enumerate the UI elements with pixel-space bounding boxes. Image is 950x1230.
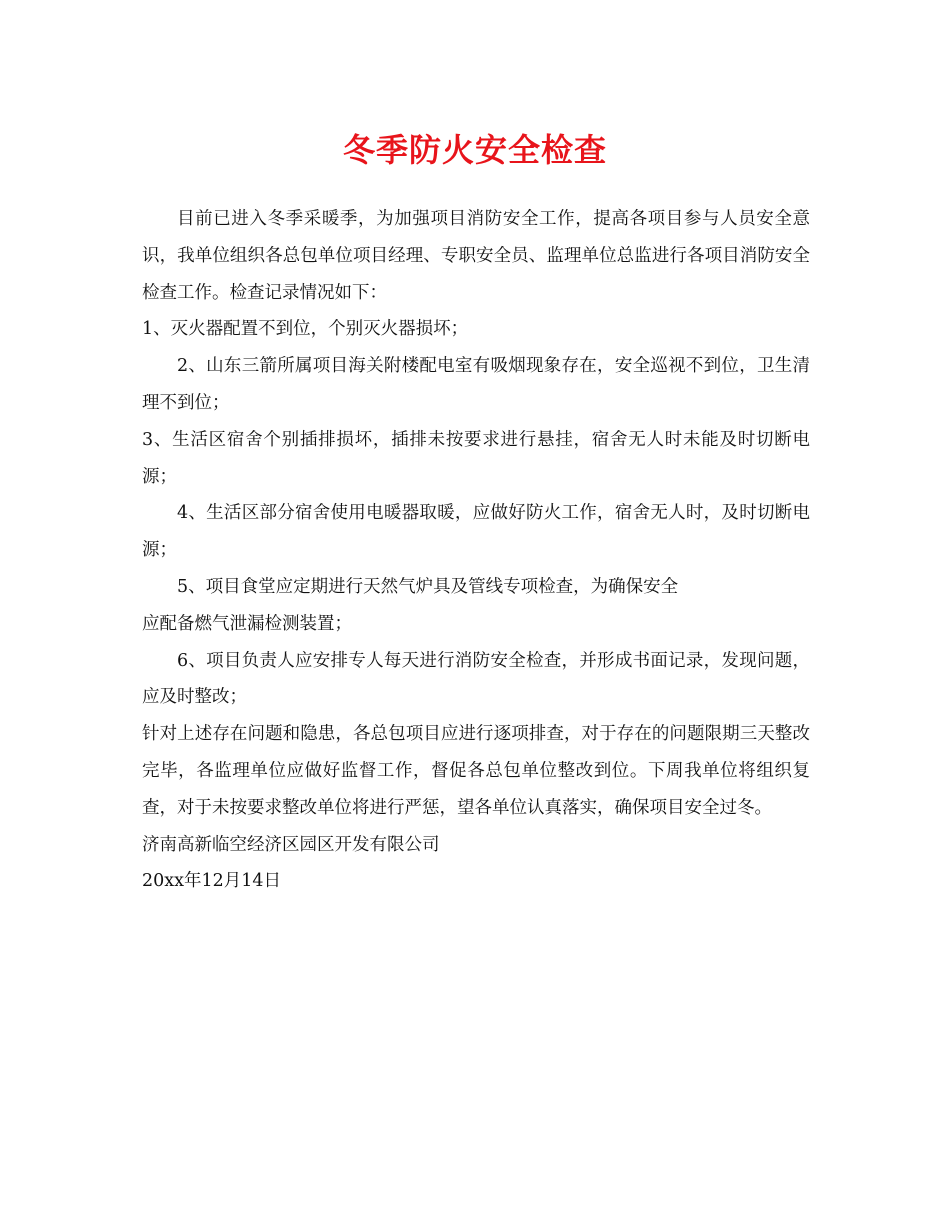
item-4-paragraph: 4、生活区部分宿舍使用电暖器取暖，应做好防火工作，宿舍无人时，及时切断电源； — [142, 503, 810, 561]
item-1-paragraph: 1、灭火器配置不到位，个别灭火器损坏； — [142, 319, 469, 340]
item-3-paragraph: 3、生活区宿舍个别插排损坏，插排未按要求进行悬挂，宿舍无人时未能及时切断电源； — [142, 429, 810, 487]
document-date: 20xx年12月14日 — [142, 871, 282, 892]
intro-paragraph: 目前已进入冬季采暖季，为加强项目消防安全工作，提高各项目参与人员安全意识，我单位组织各总包单位项目经理、专职安全员、监理单位总监进行各项目消防安全检查工作。检查记录情况如下： — [142, 209, 810, 303]
conclusion-paragraph: 针对上述存在问题和隐患，各总包项目应进行逐项排查，对于存在的问题限期三天整改完毕，各监理单位应做好监督工作，督促各总包单位整改到位。下周我单位将组织复查，对于未按要求整改单位将进行严惩，望各单位认真落实，确保项目安全过冬。 — [142, 724, 810, 818]
item-6-paragraph: 6、项目负责人应安排专人每天进行消防安全检查，并形成书面记录，发现问题，应及时整改； — [142, 650, 810, 708]
page-title: 冬季防火安全检查 — [342, 131, 607, 169]
item-5-continuation: 应配备燃气泄漏检测装置； — [142, 613, 352, 634]
organization-signature: 济南高新临空经济区园区开发有限公司 — [142, 834, 440, 855]
document-body — [142, 201, 810, 900]
item-5-paragraph: 5、项目食堂应定期进行天然气炉具及管线专项检查，为确保安全 — [177, 576, 679, 597]
item-2-paragraph: 2、山东三箭所属项目海关附楼配电室有吸烟现象存在，安全巡视不到位，卫生清理不到位； — [142, 356, 810, 413]
